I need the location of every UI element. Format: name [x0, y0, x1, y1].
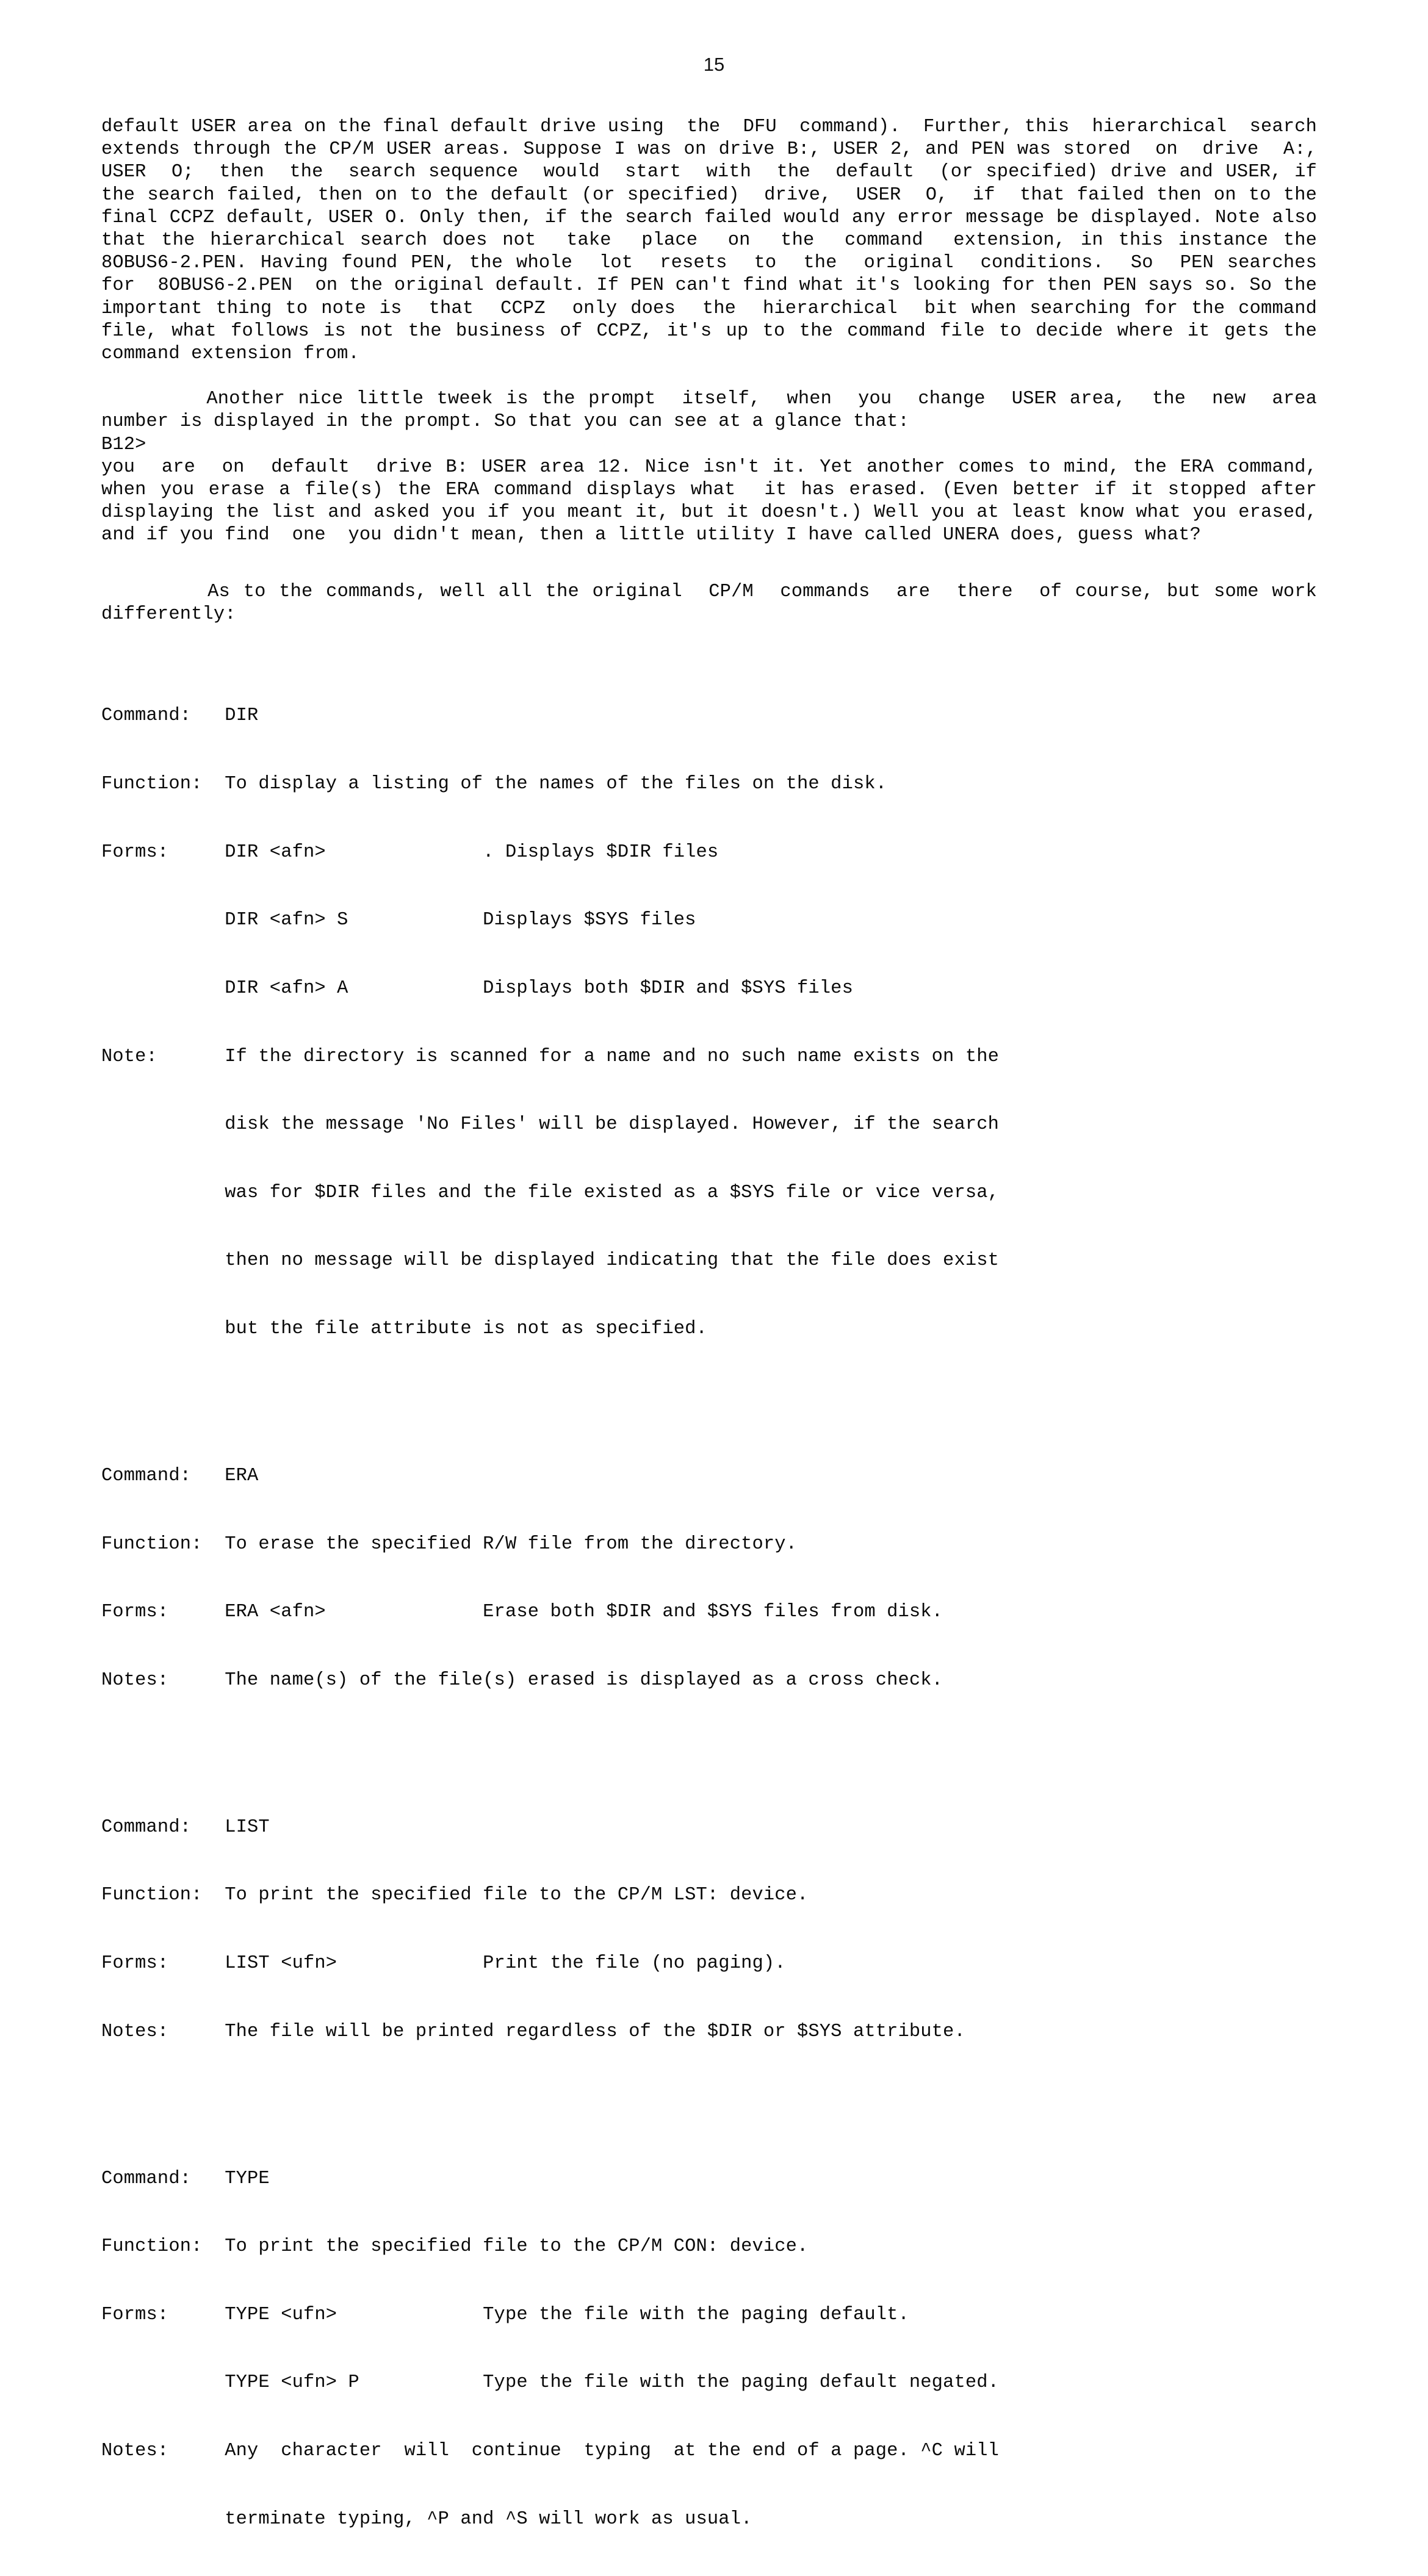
spacer: [101, 547, 1317, 581]
era-forms-line-1: Forms: ERA <afn> Erase both $DIR and $SYS files from disk.: [101, 1602, 943, 1623]
paragraph-commands-intro: As to the commands, well all the original CP/M commands are there of course, but some work differently:: [101, 581, 1329, 625]
dir-note-line-5: but the file attribute is not as specified.: [101, 1318, 707, 1339]
type-note-line-1: Notes: Any character will continue typing at the end of a page. ^C will: [101, 2441, 999, 2462]
paragraph-prompt-tweek: Another nice little tweek is the prompt itself, when you change USER area, the new area number is displayed in the prompt. So that you can see at a glance that:: [101, 389, 1329, 433]
list-forms-line-1: Forms: LIST <ufn> Print the file (no paging).: [101, 1953, 786, 1974]
dir-note-line-3: was for $DIR files and the file existed as a $SYS file or vice versa,: [101, 1182, 999, 1203]
paragraph-hierarchical-search: default USER area on the final default drive using the DFU command). Further, this hierarchical search extends through the CP/M USER areas. Suppose I was on drive B:, USER 2, and PEN was stored on drive A:, USER O; then the search sequence would start with the default (or specified) drive and USER, if the search failed, then on to the default (or specified) drive, USER O, if that failed then on to the final CCPZ default, USER O. Only then, if the search failed would any error message be displayed. Note also that the hierarchical search does not take place on the command extension, in this instance the 8OBUS6-2.PEN. Having found PEN, the whole lot resets to the original conditions. So PEN searches for 8OBUS6-2.PEN on the original default. If PEN can't find what it's looking for then PEN says so. So the important thing to note is that CCPZ only does the hierarchical bit when searching for the command file, what follows is not the business of CCPZ, it's up to the command file to decide where it gets the command extension from.: [101, 117, 1340, 365]
type-forms-line-2: TYPE <ufn> P Type the file with the paging default negated.: [101, 2372, 999, 2394]
list-function-line: Function: To print the specified file to the CP/M LST: device.: [101, 1885, 809, 1906]
list-command-line: Command: LIST: [101, 1816, 270, 1838]
type-forms-line-1: Forms: TYPE <ufn> Type the file with the paging default.: [101, 2304, 909, 2325]
dir-function-line: Function: To display a listing of the names of the files on the disk.: [101, 774, 887, 795]
era-function-line: Function: To erase the specified R/W file from the directory.: [101, 1533, 798, 1555]
era-note-line-1: Notes: The name(s) of the file(s) erased is displayed as a cross check.: [101, 1669, 943, 1691]
command-entry-type: [101, 2122, 1317, 2576]
dir-forms-line-2: DIR <afn> S Displays $SYS files: [101, 910, 696, 931]
page-number: 15: [703, 54, 725, 75]
dir-forms-line-1: Forms: DIR <afn> . Displays $DIR files: [101, 841, 719, 863]
command-entry-era: [101, 1420, 1317, 1738]
command-entry-dir: [101, 660, 1317, 1386]
era-command-line: Command: ERA: [101, 1465, 259, 1486]
list-note-line-1: Notes: The file will be printed regardless of the $DIR or $SYS attribute.: [101, 2021, 965, 2042]
paragraph-era-unera: you are on default drive B: USER area 12. Nice isn't it. Yet another comes to mind, the ERA command, when you erase a file(s) the ERA command displays what it has erased. (Even better if it stopped after displaying the list and asked you if you meant it, but it doesn't.) Well you at least know what you erased, and if you find one you didn't mean, then a little utility I have called UNERA does, guess what?: [101, 456, 1329, 546]
spacer: [101, 365, 1317, 388]
spacer: [101, 626, 1317, 660]
type-note-line-2: terminate typing, ^P and ^S will work as usual.: [101, 2508, 752, 2530]
command-entry-list: [101, 1771, 1317, 2089]
dir-command-line: Command: DIR: [101, 705, 259, 727]
dir-forms-line-3: DIR <afn> A Displays both $DIR and $SYS files: [101, 977, 853, 999]
type-function-line: Function: To print the specified file to the CP/M CON: device.: [101, 2236, 809, 2258]
spacer: [101, 1737, 1317, 1771]
type-command-line: Command: TYPE: [101, 2168, 270, 2189]
spacer: [101, 2089, 1317, 2122]
dir-note-line-4: then no message will be displayed indicating that the file does exist: [101, 1250, 999, 1272]
spacer: [101, 1386, 1317, 1420]
dir-note-line-2: disk the message 'No Files' will be displayed. However, if the search: [101, 1114, 999, 1135]
document-body: [101, 116, 1340, 2576]
dir-note-line-1: Note: If the directory is scanned for a name and no such name exists on the: [101, 1046, 999, 1067]
prompt-example: B12>: [101, 434, 146, 455]
